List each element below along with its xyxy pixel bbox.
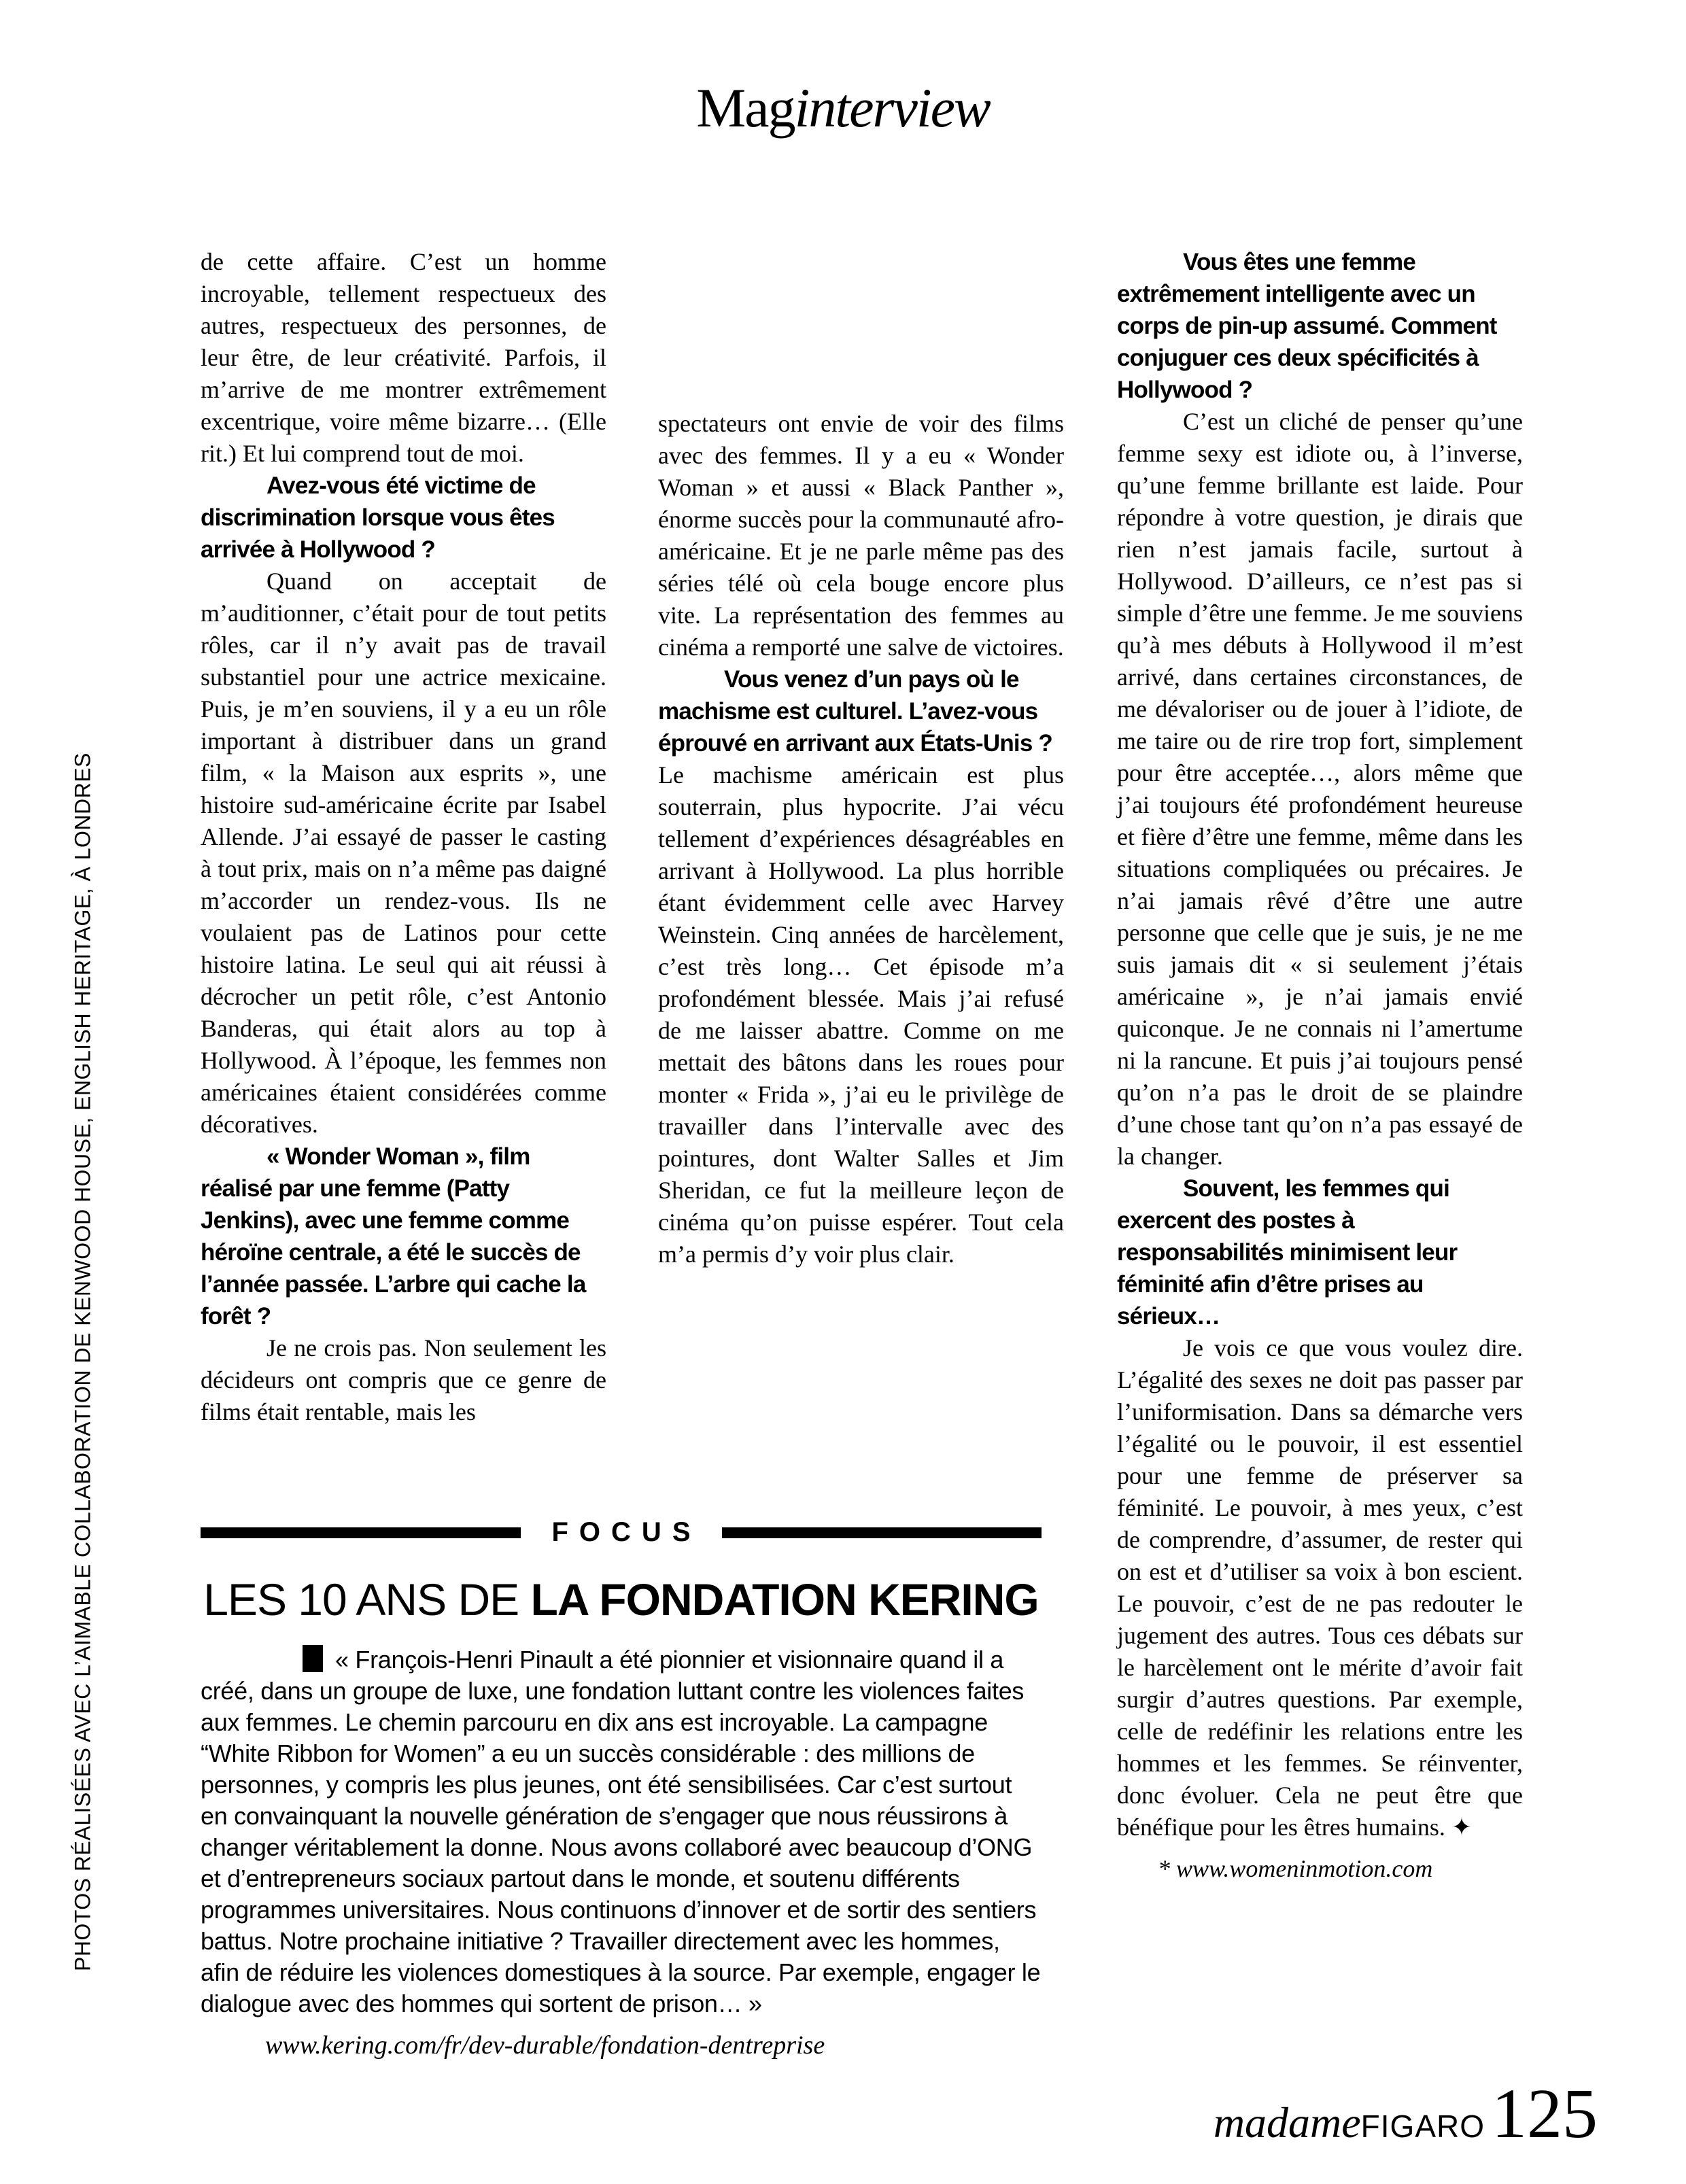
- focus-body-text: « François-Henri Pinault a été pionnier et visionnaire quand il a créé, dans un groupe de luxe, une fondation luttant contre les violences faites aux femmes. Le chemin parcouru en dix ans est incroyable. La campagne “White Ribbon for Women” a eu un succès considérable : des millions de personnes, y compris les plus jeunes, ont été sensibilisées. Car c’est surtout en convainquant la nouvelle génération de s’engager que nous réussirons à changer véritablement la donne. Nous avons collaboré avec beaucoup d’ONG et d’entrepreneurs sociaux partout dans le monde, et soutenu différents programmes universitaires. Nous continuons d’innover et de sortir des sentiers battus. Notre prochaine initiative ? Travailler directement avec les hommes, afin de réduire les violences domestiques à la source. Par exemple, engager le dialogue avec des hommes qui sortent de prison… »: [201, 1646, 1041, 2017]
- interview-answer: Je ne crois pas. Non seulement les décideurs ont compris que ce genre de films était rentable, mais les: [201, 1334, 606, 1425]
- footer-page-number: 125: [1492, 2075, 1598, 2153]
- article-column-2: [658, 408, 1064, 1270]
- interview-answer: de cette affaire. C’est un homme incroyable, tellement respectueux des autres, respectueux des personnes, de leur être, de leur créativité. Parfois, il m’arrive de me montrer extrêmement excentrique, voire même bizarre… (Elle rit.) Et lui comprend tout de moi.: [201, 248, 606, 467]
- focus-box: [201, 1517, 1042, 2060]
- interview-question: « Wonder Woman », film réalisé par une femme (Patty Jenkins), avec une femme comme héroïne centrale, a été le succès de l’année passée. L’arbre qui cache la forêt ?: [201, 1143, 586, 1330]
- article-column-1: [201, 246, 606, 1428]
- interview-question: Avez-vous été victime de discrimination lorsque vous êtes arrivée à Hollywood ?: [201, 472, 555, 563]
- interview-answer: spectateurs ont envie de voir des films avec des femmes. Il y a eu « Wonder Woman » et aussi « Black Panther », énorme succès pour la communauté afro-américaine. Et je ne parle même pas des séries télé où cela bouge encore plus vite. La représentation des femmes au cinéma a remporté une salve de victoires.: [658, 410, 1064, 661]
- focus-title: [201, 1574, 1042, 1625]
- focus-rule-label: FOCUS: [551, 1517, 702, 1547]
- interview-answer: Quand on acceptait de m’auditionner, c’était pour de tout petits rôles, car il n’y avait pas de travail substantiel pour une actrice mexicaine. Puis, je m’en souviens, il y a eu un rôle important à distribuer dans un grand film, « la Maison aux esprits », une histoire sud-américaine écrite par Isabel Allende. J’ai essayé de passer le casting à tout prix, mais on n’a même pas daigné m’accorder un rendez-vous. Ils ne voulaient pas de Latinos pour cette histoire latina. Le seul qui ait réussi à décrocher un petit rôle, c’est Antonio Banderas, qui était alors au top à Hollywood. À l’époque, les femmes non américaines étaient considérées comme décoratives.: [201, 568, 606, 1138]
- interview-question: Vous venez d’un pays où le machisme est culturel. L’avez-vous éprouvé en arrivant aux États-Unis ?: [658, 666, 1052, 757]
- photo-credit-vertical: PHOTOS RÉALISÉES AVEC L’AIMABLE COLLABORATION DE KENWOOD HOUSE, ENGLISH HERITAGE, À LONDRES: [70, 752, 95, 1971]
- brand-mag-label: Mag: [696, 77, 795, 139]
- brand-section-label: interview: [794, 77, 990, 139]
- interview-answer: C’est un cliché de penser qu’une femme sexy est idiote ou, à l’inverse, qu’une femme brillante est laide. Pour répondre à votre question, je dirais que rien n’est jamais facile, surtout à Hollywood. D’ailleurs, ce n’est pas si simple d’être une femme. Je me souviens qu’à mes débuts à Hollywood il m’est arrivé, dans certaines circonstances, de me dévaloriser ou de jouer à l’idiote, de me taire ou de rire trop fort, simplement pour être acceptée…, alors même que j’ai toujours été profondément heureuse et fière d’être une femme, même dans les situations compliquées ou précaires. Je n’ai jamais rêvé d’être une autre personne que celle que je suis, je ne me suis jamais dit « si seulement j’étais américaine », je n’ai jamais envié quiconque. Je ne connais ni l’amertume ni la rancune. Et puis j’ai toujours pensé qu’on n’a pas le droit de se plaindre d’une chose tant qu’on n’a pas essayé de la changer.: [1117, 408, 1523, 1170]
- kering-url: www.kering.com/fr/dev-durable/fondation-dentreprise: [265, 2031, 825, 2060]
- focus-rule-bar-right: [722, 1527, 1042, 1538]
- article-column-3: [1117, 246, 1523, 1885]
- focus-rule-bar-left: [201, 1527, 521, 1538]
- interview-question: Vous êtes une femme extrêmement intelligente avec un corps de pin-up assumé. Comment conjuguer ces deux spécificités à Hollywood ?: [1117, 249, 1497, 403]
- focus-title-bold: LA FONDATION KERING: [530, 1574, 1039, 1625]
- page-footer: [1214, 2073, 1598, 2154]
- footer-brand-madame: madame: [1213, 2098, 1361, 2147]
- interview-answer: Je vois ce que vous voulez dire. L’égalité des sexes ne doit pas passer par l’uniformisation. Dans sa démarche vers l’égalité ou le pouvoir, il est essentiel pour une femme de préserver sa féminité. Le pouvoir, à mes yeux, c’est de comprendre, d’assumer, de rester qui on est et d’utiliser sa voix à bon escient. Le pouvoir, c’est de ne pas redouter le jugement des autres. Tous ces débats sur le harcèlement ont le mérite d’avoir fait surgir d’autres questions. Par exemple, celle de redéfinir les relations entre les hommes et les femmes. Se réinventer, donc évoluer. Cela ne peut être que bénéfique pour les êtres humains. ✦: [1117, 1334, 1523, 1841]
- interview-answer: Le machisme américain est plus souterrain, plus hypocrite. J’ai vécu tellement d’expériences désagréables en arrivant à Hollywood. La plus horrible étant évidemment celle avec Harvey Weinstein. Cinq années de harcèlement, c’est très long… Cet épisode m’a profondément blessée. Mais j’ai refusé de me laisser abattre. Comme on me mettait des bâtons dans les roues pour monter « Frida », j’ai eu le privilège de travailler dans l’intervalle avec des pointures, dont Walter Salles et Jim Sheridan, ce fut la meilleure leçon de cinéma qu’on puisse espérer. Tout cela m’a permis d’y voir plus clair.: [658, 761, 1064, 1268]
- focus-body: [201, 1644, 1042, 2020]
- footer-brand-figaro: FIGARO: [1360, 2109, 1485, 2144]
- square-bullet-icon: [303, 1645, 323, 1672]
- women-in-motion-footnote: * www.womeninmotion.com: [1158, 1855, 1433, 1882]
- interview-question: Souvent, les femmes qui exercent des postes à responsabilités minimisent leur féminité afin d’être prises au sérieux…: [1117, 1175, 1458, 1330]
- page-header-brand: [0, 76, 1686, 140]
- focus-rule: [201, 1517, 1042, 1548]
- focus-title-light: LES 10 ANS DE: [203, 1574, 531, 1625]
